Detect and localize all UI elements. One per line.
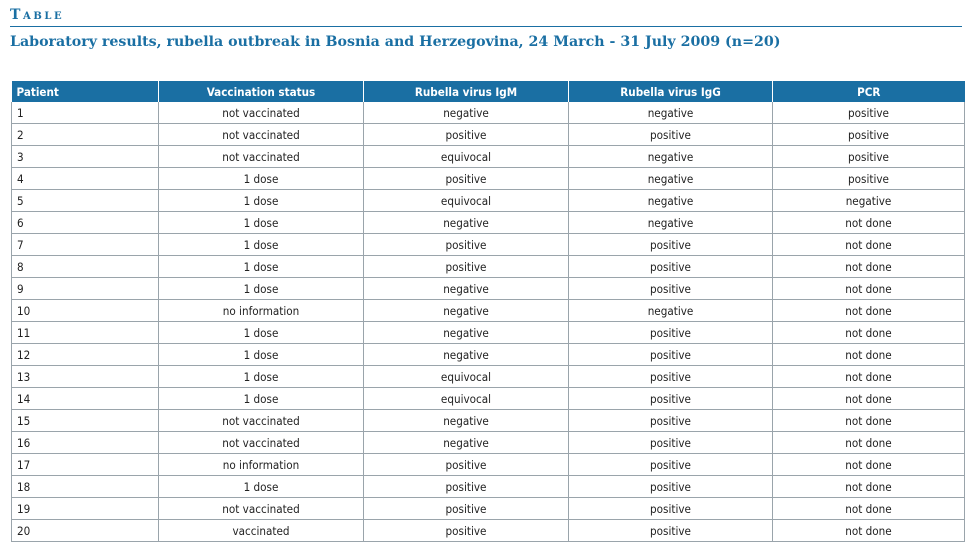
cell-rubella-igg: positive [569, 520, 773, 542]
cell-vaccination-status: not vaccinated [159, 432, 364, 454]
cell-vaccination-status: not vaccinated [159, 124, 364, 146]
table-row [12, 168, 965, 190]
cell-pcr: not done [773, 454, 965, 476]
cell-vaccination-status: vaccinated [159, 520, 364, 542]
cell-pcr: not done [773, 476, 965, 498]
table-row [12, 322, 965, 344]
table-row [12, 278, 965, 300]
cell-rubella-igg: negative [569, 300, 773, 322]
cell-rubella-igm: equivocal [364, 190, 569, 212]
cell-vaccination-status: 1 dose [159, 168, 364, 190]
cell-pcr: not done [773, 410, 965, 432]
table-row [12, 256, 965, 278]
header-rule [10, 26, 962, 27]
table-label: Table [10, 7, 65, 23]
cell-patient: 12 [12, 344, 159, 366]
cell-rubella-igm: negative [364, 322, 569, 344]
cell-rubella-igg: positive [569, 366, 773, 388]
cell-rubella-igg: negative [569, 212, 773, 234]
cell-rubella-igm: negative [364, 212, 569, 234]
cell-pcr: not done [773, 234, 965, 256]
cell-vaccination-status: not vaccinated [159, 146, 364, 168]
cell-rubella-igm: negative [364, 300, 569, 322]
cell-patient: 9 [12, 278, 159, 300]
results-table [11, 81, 965, 542]
cell-patient: 16 [12, 432, 159, 454]
table-row [12, 212, 965, 234]
cell-rubella-igg: negative [569, 146, 773, 168]
cell-rubella-igg: positive [569, 256, 773, 278]
cell-pcr: not done [773, 256, 965, 278]
cell-patient: 6 [12, 212, 159, 234]
column-header-patient: Patient [12, 81, 159, 102]
cell-rubella-igg: negative [569, 168, 773, 190]
table-row [12, 454, 965, 476]
cell-rubella-igg: positive [569, 344, 773, 366]
cell-rubella-igm: positive [364, 256, 569, 278]
cell-rubella-igg: positive [569, 234, 773, 256]
cell-patient: 14 [12, 388, 159, 410]
table-row [12, 300, 965, 322]
cell-patient: 7 [12, 234, 159, 256]
cell-pcr: not done [773, 322, 965, 344]
cell-patient: 5 [12, 190, 159, 212]
table-row [12, 520, 965, 542]
cell-rubella-igg: positive [569, 432, 773, 454]
cell-vaccination-status: 1 dose [159, 476, 364, 498]
cell-pcr: not done [773, 278, 965, 300]
cell-patient: 4 [12, 168, 159, 190]
cell-rubella-igm: equivocal [364, 146, 569, 168]
cell-pcr: not done [773, 388, 965, 410]
cell-rubella-igm: positive [364, 234, 569, 256]
cell-rubella-igm: negative [364, 410, 569, 432]
cell-rubella-igg: positive [569, 278, 773, 300]
cell-vaccination-status: 1 dose [159, 212, 364, 234]
cell-pcr: positive [773, 124, 965, 146]
cell-rubella-igm: equivocal [364, 388, 569, 410]
header-row [12, 81, 965, 102]
cell-pcr: positive [773, 102, 965, 124]
cell-rubella-igm: positive [364, 520, 569, 542]
cell-vaccination-status: not vaccinated [159, 102, 364, 124]
cell-rubella-igg: negative [569, 102, 773, 124]
cell-patient: 2 [12, 124, 159, 146]
cell-vaccination-status: 1 dose [159, 278, 364, 300]
cell-rubella-igg: positive [569, 410, 773, 432]
table-body [12, 102, 965, 542]
cell-rubella-igg: negative [569, 190, 773, 212]
cell-rubella-igm: positive [364, 476, 569, 498]
cell-vaccination-status: not vaccinated [159, 498, 364, 520]
column-header-rubella-igm: Rubella virus IgM [364, 81, 569, 102]
cell-vaccination-status: 1 dose [159, 234, 364, 256]
table-row [12, 498, 965, 520]
cell-vaccination-status: 1 dose [159, 388, 364, 410]
cell-rubella-igg: positive [569, 322, 773, 344]
cell-vaccination-status: not vaccinated [159, 410, 364, 432]
cell-rubella-igm: negative [364, 344, 569, 366]
cell-rubella-igg: positive [569, 476, 773, 498]
cell-pcr: positive [773, 146, 965, 168]
cell-pcr: negative [773, 190, 965, 212]
cell-vaccination-status: 1 dose [159, 322, 364, 344]
cell-patient: 18 [12, 476, 159, 498]
cell-patient: 15 [12, 410, 159, 432]
cell-rubella-igm: negative [364, 278, 569, 300]
cell-rubella-igm: positive [364, 168, 569, 190]
cell-rubella-igm: negative [364, 432, 569, 454]
cell-pcr: not done [773, 520, 965, 542]
cell-patient: 19 [12, 498, 159, 520]
table-row [12, 388, 965, 410]
table-row [12, 102, 965, 124]
table-title: Laboratory results, rubella outbreak in Bosnia and Herzegovina, 24 March - 31 July 2009 (n=20) [10, 34, 781, 50]
cell-rubella-igg: positive [569, 498, 773, 520]
cell-patient: 8 [12, 256, 159, 278]
cell-rubella-igm: positive [364, 454, 569, 476]
table-row [12, 410, 965, 432]
table-row [12, 124, 965, 146]
table-row [12, 432, 965, 454]
column-header-rubella-igg: Rubella virus IgG [569, 81, 773, 102]
cell-pcr: not done [773, 344, 965, 366]
table-row [12, 190, 965, 212]
cell-pcr: not done [773, 432, 965, 454]
cell-patient: 1 [12, 102, 159, 124]
cell-pcr: not done [773, 300, 965, 322]
cell-rubella-igm: negative [364, 102, 569, 124]
cell-vaccination-status: no information [159, 454, 364, 476]
column-header-vaccination-status: Vaccination status [159, 81, 364, 102]
cell-vaccination-status: 1 dose [159, 344, 364, 366]
cell-pcr: not done [773, 366, 965, 388]
table-row [12, 146, 965, 168]
cell-patient: 10 [12, 300, 159, 322]
cell-pcr: not done [773, 212, 965, 234]
cell-rubella-igg: positive [569, 388, 773, 410]
table-row [12, 366, 965, 388]
cell-patient: 20 [12, 520, 159, 542]
cell-vaccination-status: 1 dose [159, 256, 364, 278]
cell-rubella-igm: positive [364, 498, 569, 520]
cell-vaccination-status: no information [159, 300, 364, 322]
cell-rubella-igg: positive [569, 454, 773, 476]
table-row [12, 476, 965, 498]
cell-rubella-igm: positive [364, 124, 569, 146]
cell-pcr: positive [773, 168, 965, 190]
cell-patient: 11 [12, 322, 159, 344]
cell-rubella-igm: equivocal [364, 366, 569, 388]
table-header [12, 81, 965, 102]
cell-patient: 3 [12, 146, 159, 168]
cell-patient: 13 [12, 366, 159, 388]
table-row [12, 234, 965, 256]
cell-patient: 17 [12, 454, 159, 476]
table-row [12, 344, 965, 366]
cell-pcr: not done [773, 498, 965, 520]
cell-rubella-igg: positive [569, 124, 773, 146]
cell-vaccination-status: 1 dose [159, 366, 364, 388]
column-header-pcr: PCR [773, 81, 965, 102]
cell-vaccination-status: 1 dose [159, 190, 364, 212]
